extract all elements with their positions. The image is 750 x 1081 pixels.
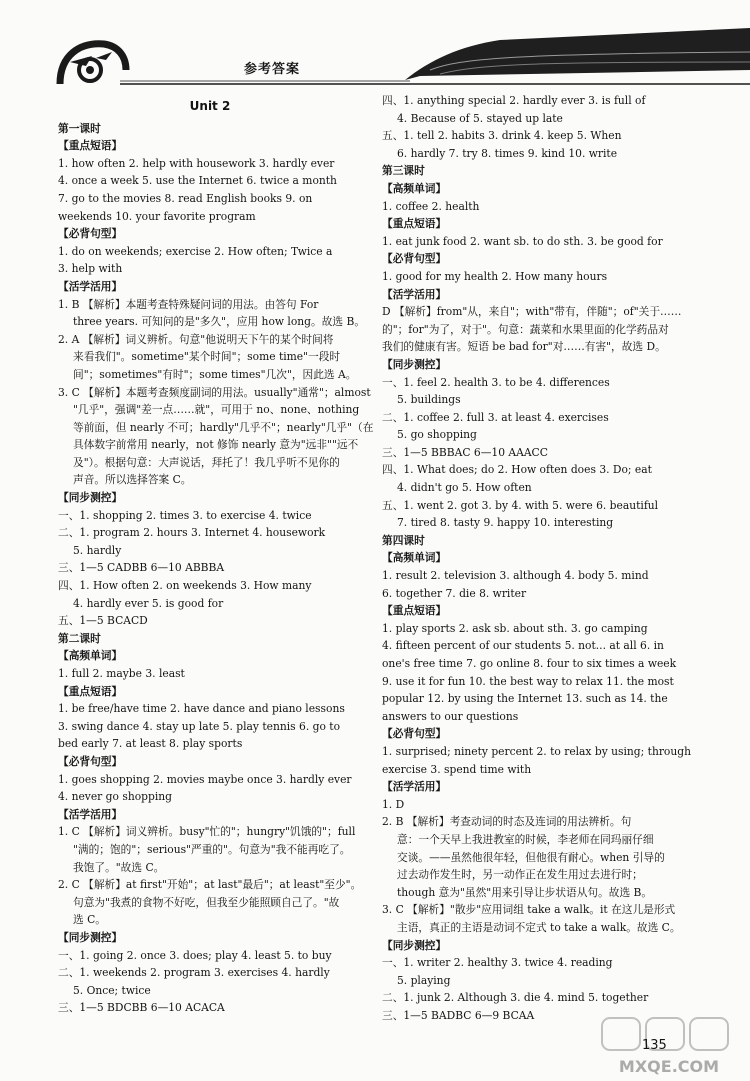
section-heading: 【同步测控】 (382, 938, 447, 952)
section-heading: 【高频单词】 (382, 551, 447, 565)
answer-line: 选 C。 (73, 913, 106, 927)
section-heading: 【重点短语】 (382, 604, 447, 618)
answer-line: 过去动作发生时，另一动作正在发生用过去进行时； (397, 868, 643, 882)
section-heading: 【同步测控】 (58, 930, 123, 944)
answer-line: 7. tired 8. tasty 9. happy 10. interesting (397, 516, 614, 530)
answer-line: 三、1—5 BBBAC 6—10 AAACC (382, 445, 548, 459)
header-title: 参考答案 (244, 62, 301, 77)
section-heading: 第三课时 (382, 164, 425, 178)
answer-line: 三、1—5 BADBC 6—9 BCAA (382, 1008, 535, 1022)
answer-line: 间"；sometimes"有时"；some times"几次"，因此选 A。 (73, 367, 357, 381)
section-heading: 【必背句型】 (58, 227, 123, 241)
answer-line: 1. coffee 2. health (382, 199, 480, 213)
answer-line: 2. B 【解析】考查动词的时态及连词的用法辨析。句 (382, 815, 632, 829)
answer-line: 我饱了。"故选 C。 (73, 860, 165, 874)
answer-line: 3. C 【解析】本题考查频度副词的用法。usually"通常"；almost (58, 385, 371, 399)
answer-line: three years. 可知问的是"多久"，应用 how long。故选 B。 (73, 315, 366, 329)
answer-line: 9. use it for fun 10. the best way to relax 11. the most (382, 674, 674, 688)
answer-line: 5. go shopping (397, 428, 477, 442)
answer-line: one's free time 7. go online 8. four to six times a week (382, 657, 677, 670)
answer-line: 一、1. feel 2. health 3. to be 4. differences (382, 375, 610, 389)
answer-line: 的"；for"为了，对于"。句意：蔬菜和水果里面的化学药品对 (382, 322, 669, 336)
answer-line: 四、1. What does; do 2. How often does 3. Do; eat (382, 463, 652, 477)
page-number: 135 (642, 1038, 667, 1053)
answer-line: 等前面，但 nearly 不可；hardly"几乎不"；nearly"几乎"（在 (73, 420, 374, 434)
section-heading: 【活学活用】 (58, 279, 123, 293)
answer-line: 4. didn't go 5. How often (397, 481, 532, 495)
answer-line: 1. result 2. television 3. although 4. body 5. mind (382, 569, 649, 583)
answer-line: 5. hardly (73, 543, 122, 557)
section-heading: 【必背句型】 (58, 754, 123, 768)
logo-swoosh-icon (60, 44, 126, 84)
section-heading: 【高频单词】 (58, 649, 123, 663)
answer-line: 4. once a week 5. use the Internet 6. twice a month (58, 174, 337, 188)
answer-line: 二、1. weekends 2. program 3. exercises 4. hardly (58, 966, 330, 980)
answer-line: 一、1. writer 2. healthy 3. twice 4. reading (382, 956, 613, 970)
answer-line: 二、1. coffee 2. full 3. at least 4. exercises (382, 410, 609, 424)
right-column (382, 92, 691, 1024)
answer-line: 4. hardly ever 5. is good for (73, 596, 224, 610)
section-heading: 【活学活用】 (382, 780, 447, 794)
answer-line: 4. never go shopping (58, 790, 172, 804)
answer-line: 五、1. tell 2. habits 3. drink 4. keep 5. When (382, 129, 622, 143)
answer-line: 五、1. went 2. got 3. by 4. with 5. were 6. beautiful (382, 498, 659, 512)
section-heading: 【重点短语】 (58, 139, 123, 153)
page-header (0, 0, 750, 88)
answer-line: 交谈。——虽然他很年轻，但他很有耐心。when 引导的 (397, 850, 665, 864)
answer-line: 一、1. going 2. once 3. does; play 4. least 5. to buy (58, 948, 332, 962)
answer-line: "几乎"，强调"差一点……就"，可用于 no、none、nothing (73, 403, 360, 417)
answer-line: 7. go to the movies 8. read English books 9. on (58, 191, 313, 205)
answer-line: 6. hardly 7. try 8. times 9. kind 10. write (397, 146, 618, 160)
answer-line: 1. full 2. maybe 3. least (58, 667, 185, 680)
answer-line: 5. Once; twice (73, 983, 151, 997)
answer-line: 1. C 【解析】词义辨析。busy"忙的"；hungry"饥饿的"；full (58, 825, 356, 839)
answer-line: 4. fifteen percent of our students 5. not... at all 6. in (382, 639, 664, 653)
answer-line: 三、1—5 CADBB 6—10 ABBBA (58, 561, 225, 575)
answer-line: 句意为"我煮的食物不好吃，但我至少能照顾自己了。"故 (73, 895, 340, 909)
answer-line: 2. C 【解析】at first"开始"；at last"最后"；at least"至少"。 (58, 878, 362, 892)
watermark-text: MXQE.COM (618, 1057, 720, 1076)
section-heading: 【同步测控】 (58, 491, 123, 505)
section-heading: 【活学活用】 (382, 287, 447, 301)
answer-line: 1. play sports 2. ask sb. about sth. 3. go camping (382, 621, 648, 635)
section-heading: 【活学活用】 (58, 807, 123, 821)
answer-line: 3. swing dance 4. stay up late 5. play tennis 6. go to (58, 719, 341, 733)
section-heading: 【重点短语】 (58, 684, 123, 698)
answer-line: popular 12. by using the Internet 13. such as 14. the (382, 692, 668, 706)
answer-line: 1. how often 2. help with housework 3. hardly ever (58, 156, 335, 170)
answer-line: weekends 10. your favorite program (58, 209, 256, 223)
answer-line: 及"）。根据句意：大声说话，拜托了！我几乎听不见你的 (73, 455, 340, 469)
answer-line: exercise 3. spend time with (382, 762, 532, 776)
answer-line: 1. goes shopping 2. movies maybe once 3. hardly ever (58, 772, 352, 786)
section-heading: 【必背句型】 (382, 252, 447, 266)
header-decoration (0, 0, 750, 88)
answer-line: 1. B 【解析】本题考查特殊疑问词的用法。由答句 For (58, 297, 319, 311)
answer-line: 1. good for my health 2. How many hours (382, 269, 608, 283)
watermark-seal (594, 1014, 744, 1078)
answer-line: D 【解析】from"从，来自"；with"带有，伴随"；of"关于…… (382, 305, 682, 319)
answer-line: 1. eat junk food 2. want sb. to do sth. 3. be good for (382, 234, 663, 248)
answer-line: 1. be free/have time 2. have dance and piano lessons (58, 702, 345, 716)
answer-line: though 意为"虽然"用来引导让步状语从句。故选 B。 (397, 885, 653, 899)
answer-line: 声音。所以选择答案 C。 (73, 473, 192, 487)
answer-line: 四、1. anything special 2. hardly ever 3. is full of (382, 94, 646, 107)
section-heading: 【重点短语】 (382, 217, 447, 231)
answer-line: 二、1. junk 2. Although 3. die 4. mind 5. together (382, 991, 649, 1005)
section-heading: 第一课时 (58, 121, 101, 135)
answer-line: bed early 7. at least 8. play sports (58, 737, 243, 751)
answer-line: 5. buildings (397, 393, 461, 407)
section-heading: 【同步测控】 (382, 357, 447, 371)
answer-line: 6. together 7. die 8. writer (382, 586, 527, 600)
answer-line: 1. surprised; ninety percent 2. to relax by using; through (382, 744, 691, 758)
answer-line: 五、1—5 BCACD (58, 614, 148, 628)
answer-line: 一、1. shopping 2. times 3. to exercise 4. twice (58, 508, 312, 522)
answer-line: 意：一个天早上我进教室的时候，李老师在同玛丽仔细 (397, 832, 654, 846)
answer-line: 3. C 【解析】"散步"应用词组 take a walk。it 在这儿是形式 (382, 903, 676, 917)
answer-line: 具体数字前常用 nearly，not 修饰 nearly 意为"远非""远不 (73, 438, 359, 452)
answer-line: 5. playing (397, 973, 451, 987)
answer-line: 3. help with (58, 262, 123, 276)
section-heading: 【高频单词】 (382, 181, 447, 195)
answer-line: 我们的健康有害。短语 be bad for"对……有害"，故选 D。 (382, 340, 666, 354)
section-heading: 第四课时 (382, 533, 425, 547)
answer-line: 四、1. How often 2. on weekends 3. How many (58, 579, 312, 593)
left-column (58, 92, 374, 1017)
section-heading: 【必背句型】 (382, 727, 447, 741)
answer-line: answers to our questions (382, 709, 519, 723)
unit-title: Unit 2 (189, 99, 231, 113)
section-heading: 第二课时 (58, 631, 101, 645)
answer-line: 1. D (382, 797, 405, 811)
answer-line: 二、1. program 2. hours 3. Internet 4. housework (58, 526, 326, 540)
answer-line: 1. do on weekends; exercise 2. How often; Twice a (58, 244, 333, 258)
answer-line: "满的；饱的"；serious"严重的"。句意为"我不能再吃了。 (73, 842, 351, 856)
answer-line: 2. A 【解析】词义辨析。句意"他说明天下午的某个时间将 (58, 332, 334, 346)
answer-line: 主语，真正的主语是动词不定式 to take a walk。故选 C。 (397, 920, 681, 934)
answer-line: 来看我们"。sometime"某个时间"；some time"一段时 (73, 350, 341, 364)
answer-line: 4. Because of 5. stayed up late (397, 111, 563, 125)
answer-line: 三、1—5 BDCBB 6—10 ACACA (58, 1001, 225, 1015)
